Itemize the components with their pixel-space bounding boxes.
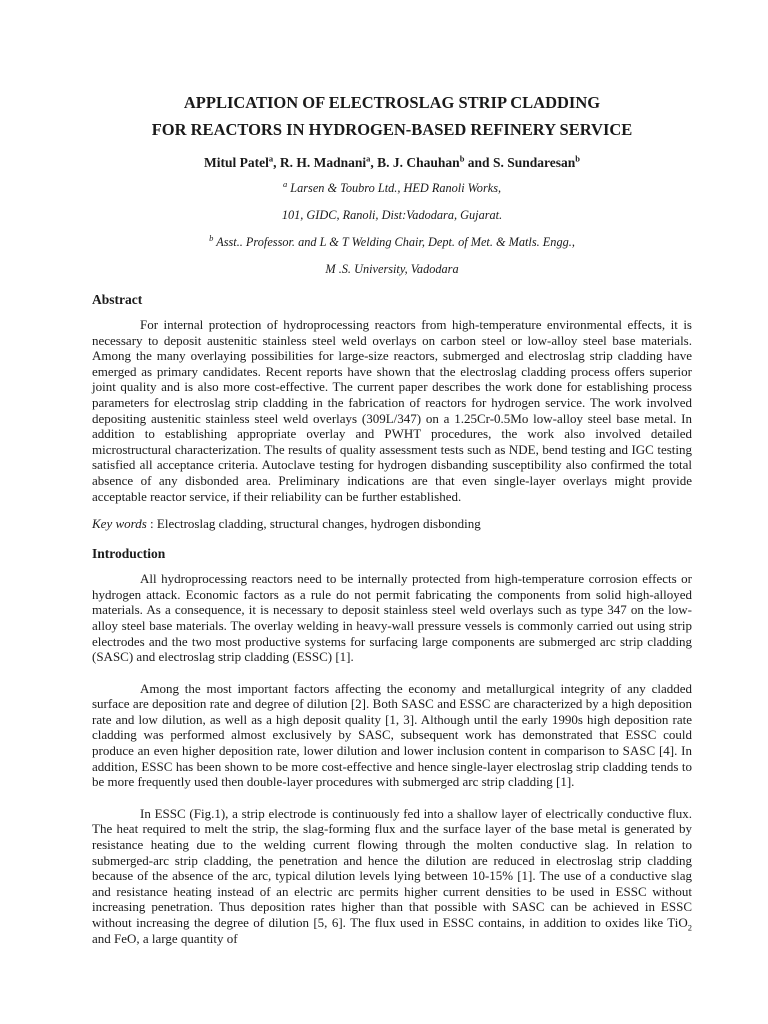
author-separator: , bbox=[273, 155, 280, 170]
affiliation-mark: b bbox=[209, 232, 214, 243]
author-affiliation-mark: a bbox=[268, 153, 274, 164]
introduction-heading: Introduction bbox=[92, 546, 166, 562]
abstract-paragraph: For internal protection of hydroprocessing reactors from high-temperature environmental effects, it is necessary to deposit austenitic stainless steel weld overlays on carbon steel or low-alloy steel base materials. Among the many overlaying possibilities for large-size reactors, submerged and electroslag strip cladding have emerged as primary candidates. Recent reports have shown that the electroslag cladding process offers superior joint quality and is also more cost-effective. The current paper describes the work done for establishing process parameters for electroslag strip cladding in the fabrication of reactors for hydrogen service. The work involved depositing austenitic stainless steel weld overlays (309L/347) on a 1.25Cr-0.5Mo low-alloy steel base metal. In addition to establishing appropriate overlay and PWHT procedures, the work also involved detailed microstructural characterization. The results of quality assessment tests such as NDE, bend testing and IGC testing satisfied all acceptance criteria. Autoclave testing for hydrogen disbanding susceptibility also confirmed the total absence of any disbonded area. Preliminary indications are that even single-layer overlays might provide acceptable reactor service, if their reliability can be further established. bbox=[92, 317, 692, 504]
author-affiliation-mark: a bbox=[366, 153, 371, 164]
subscript: 2 bbox=[687, 922, 692, 933]
author-separator: and bbox=[464, 155, 493, 170]
affiliation-b-line-2: M .S. University, Vadodara bbox=[325, 262, 459, 276]
keywords-text: : Electroslag cladding, structural changes, hydrogen disbonding bbox=[146, 516, 481, 532]
affiliation-a-line-2: 101, GIDC, Ranoli, Dist:Vadodara, Gujarat. bbox=[281, 208, 503, 222]
paper-title-line-1: APPLICATION OF ELECTROSLAG STRIP CLADDING bbox=[183, 93, 601, 112]
affiliation-mark: a bbox=[282, 178, 288, 189]
author-affiliation-mark: b bbox=[459, 153, 465, 164]
author-name: Mitul Patel bbox=[204, 155, 269, 170]
affiliation-b-line-1: $^b$ Asst.. Professor. and L & T Welding Chair, Dept. of Met. & Matls. Engg., bbox=[209, 232, 575, 249]
introduction-paragraph-1: All hydroprocessing reactors need to be internally protected from high-temperature corrosion effects or hydrogen attack. Economic factors as a rule do not permit fabricating the components from solid high-alloyed materials. As a consequence, it is necessary to deposit stainless steel weld overlays such as type 347 on the low-alloy steel base materials. The overlay welding in heavy-wall pressure vessels is commonly carried out using strip electrodes and the two most productive systems for surfacing large components are submerged arc strip cladding (SASC) and electroslag strip cladding (ESSC) [1]. bbox=[92, 571, 692, 665]
author-name: B. J. Chauhan bbox=[377, 155, 460, 170]
abstract-heading: Abstract bbox=[92, 292, 143, 307]
keywords-label: Key words bbox=[92, 516, 147, 532]
introduction-paragraph-3: In ESSC (Fig.1), a strip electrode is continuously fed into a shallow layer of electrically conductive flux. The heat required to melt the strip, the slag-forming flux and the surface layer of the base metal is generated by resistance heating due to the welding current flowing through the molten conductive slag. In relation to submerged-arc strip cladding, the penetration and hence the dilution are reduced in electroslag strip cladding because of the absence of the arc, typical dilution levels lying between 10-15% [1]. The use of a conductive slag and resistance heating instead of an electric arc permits higher current densities to be used in ESSC without increasing penetration. Thus deposition rates higher than that possible with SASC can be achieved in ESSC without increasing the degree of dilution [5, 6]. The flux used in ESSC contains, in addition to oxides like TiO$_2$ and FeO, a large quantity of bbox=[92, 805, 692, 946]
author-list bbox=[92, 154, 692, 172]
keywords-line bbox=[92, 516, 692, 532]
introduction-paragraph-2: Among the most important factors affecting the economy and metallurgical integrity of any cladded surface are deposition rate and degree of dilution [2]. Both SASC and ESSC are characterized by a high deposition rate and low dilution, as well as a high deposit quality [1, 3]. Although until the early 1990s high deposition rate cladding was performed almost exclusively by SASC, subsequent work has demonstrated that ESSC could produce an even higher deposition rate, lower dilution and lower inclusion content in comparison to SASC [4]. In addition, ESSC has been shown to be more cost-effective and hence single-layer electroslag strip cladding tends to be more frequently used then double-layer procedures with submerged arc strip cladding [1]. bbox=[92, 680, 692, 790]
author-separator: , bbox=[370, 155, 378, 170]
author-name: S. Sundaresan bbox=[492, 155, 576, 170]
affiliation-a-line-1: $^a$ Larsen & Toubro Ltd., HED Ranoli Works, bbox=[282, 178, 502, 195]
author-name: R. H. Madnani bbox=[279, 155, 367, 170]
author-affiliation-mark: b bbox=[575, 153, 580, 164]
paper-title-line-2: FOR REACTORS IN HYDROGEN-BASED REFINERY SERVICE bbox=[151, 120, 633, 139]
